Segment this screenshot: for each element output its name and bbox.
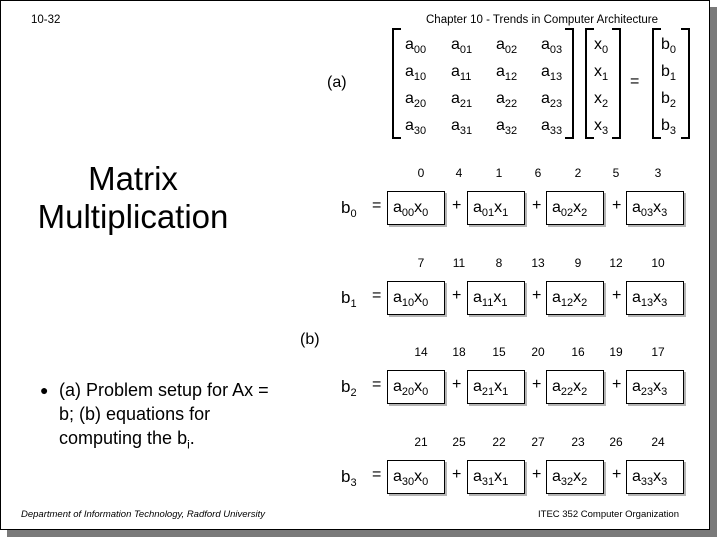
plus-sign: + [612,197,622,214]
matrix-a-cell: $a_{13}$ [541,63,563,83]
plus-sign: + [612,376,622,393]
product-term-box: $a_{33}x_3$ [626,460,684,494]
operand-index-number: 5 [612,166,620,180]
equation-result-label: $b_2$ [341,377,357,399]
product-term-box: $a_{30}x_0$ [387,460,445,494]
product-term-box: $a_{10}x_0$ [387,281,445,315]
vector-x-cell: $x_0$ [594,36,609,56]
matrix-a-cell: $a_{33}$ [541,117,563,137]
equation-equals-sign: = [372,287,382,304]
operand-index-number: 20 [531,345,545,359]
plus-sign: + [452,466,462,483]
matrix-a-cell: $a_{10}$ [405,63,427,83]
matrix-a-cell: $a_{00}$ [405,36,427,56]
operand-index-number: 4 [455,166,463,180]
footer-course: ITEC 352 Computer Organization [538,509,679,520]
matrix-a-cell: $a_{22}$ [496,90,518,110]
operand-index-number: 3 [654,166,662,180]
plus-sign: + [452,376,462,393]
bullet-item [40,378,280,457]
matrix-a-left-bracket [392,28,401,139]
matrix-a-cell: $a_{02}$ [496,36,518,56]
plus-sign: + [612,287,622,304]
operand-index-number: 11 [452,256,466,270]
vector-x-cell: $x_1$ [594,63,609,83]
operand-index-number: 0 [417,166,425,180]
footer-department: Department of Information Technology, Radford University [21,509,265,520]
product-term-box: $a_{21}x_1$ [467,370,525,404]
plus-sign: + [532,197,542,214]
bullet-text: (a) Problem setup for Ax = b; (b) equations for computing the b [59,380,269,448]
matrix-a-cell: $a_{32}$ [496,117,518,137]
chapter-title: Chapter 10 - Trends in Computer Architecture [426,14,659,26]
operand-index-number: 15 [492,345,506,359]
product-term-box: $a_{02}x_2$ [546,191,604,225]
product-term-box: $a_{00}x_0$ [387,191,445,225]
operand-index-number: 19 [609,345,623,359]
operand-index-number: 6 [534,166,542,180]
operand-index-number: 25 [452,435,466,449]
operand-index-number: 22 [492,435,506,449]
product-term-box: $a_{01}x_1$ [467,191,525,225]
product-term-box: $a_{03}x_3$ [626,191,684,225]
equation-equals-sign: = [372,197,382,214]
matrix-a-cell: $a_{11}$ [451,63,472,83]
operand-index-number: 26 [609,435,623,449]
product-term-box: $a_{22}x_2$ [546,370,604,404]
equals-sign: = [630,73,640,90]
bullet-subscript: i [187,437,190,452]
vector-b-cell: $b_1$ [661,63,677,83]
operand-index-number: 1 [495,166,503,180]
vector-x-cell: $x_2$ [594,90,609,110]
operand-index-number: 2 [574,166,582,180]
equation-result-label: $b_1$ [341,288,357,310]
equation-result-label: $b_3$ [341,467,357,489]
title-line-1: Matrix [88,160,178,197]
operand-index-number: 21 [414,435,428,449]
title-line-2: Multiplication [37,198,229,235]
plus-sign: + [532,376,542,393]
equation-equals-sign: = [372,466,382,483]
operand-index-number: 16 [571,345,585,359]
matrix-a-cell: $a_{21}$ [451,90,473,110]
operand-index-number: 18 [452,345,466,359]
part-a-label: (a) [327,74,347,91]
bullet-period: . [189,428,195,448]
product-term-box: $a_{20}x_0$ [387,370,445,404]
operand-index-number: 23 [571,435,585,449]
operand-index-number: 12 [609,256,623,270]
plus-sign: + [452,197,462,214]
equation-result-label: $b_0$ [341,198,357,220]
plus-sign: + [452,287,462,304]
plus-sign: + [612,466,622,483]
matrix-a-cell: $a_{30}$ [405,117,427,137]
operand-index-number: 14 [414,345,428,359]
vector-b-cell: $b_2$ [661,90,677,110]
plus-sign: + [532,466,542,483]
operand-index-number: 27 [531,435,545,449]
product-term-box: $a_{31}x_1$ [467,460,525,494]
product-term-box: $a_{13}x_3$ [626,281,684,315]
matrix-a-cell: $a_{01}$ [451,36,473,56]
matrix-a-cell: $a_{20}$ [405,90,427,110]
vector-x-left-bracket [585,28,594,139]
operand-index-number: 13 [531,256,545,270]
vector-b-cell: $b_3$ [661,117,677,137]
matrix-a-cell: $a_{23}$ [541,90,563,110]
vector-b-cell: $b_0$ [661,36,677,56]
operand-index-number: 10 [651,256,665,270]
matrix-a-cell: $a_{31}$ [451,117,473,137]
product-term-box: $a_{11}x_1$ [467,281,525,315]
slide-title [28,160,238,236]
vector-x-cell: $x_3$ [594,117,609,137]
vector-b-left-bracket [652,28,661,139]
matrix-a-cell: $a_{03}$ [541,36,563,56]
slide-number: 10-32 [31,14,61,26]
product-term-box: $a_{23}x_3$ [626,370,684,404]
bullet-dot: ● [40,382,49,398]
equation-equals-sign: = [372,376,382,393]
product-term-box: $a_{32}x_2$ [546,460,604,494]
operand-index-number: 9 [574,256,582,270]
matrix-a-cell: $a_{12}$ [496,63,518,83]
operand-index-number: 24 [651,435,665,449]
operand-index-number: 17 [651,345,665,359]
operand-index-number: 7 [417,256,425,270]
plus-sign: + [532,287,542,304]
operand-index-number: 8 [495,256,503,270]
part-b-label: (b) [300,331,320,348]
product-term-box: $a_{12}x_2$ [546,281,604,315]
